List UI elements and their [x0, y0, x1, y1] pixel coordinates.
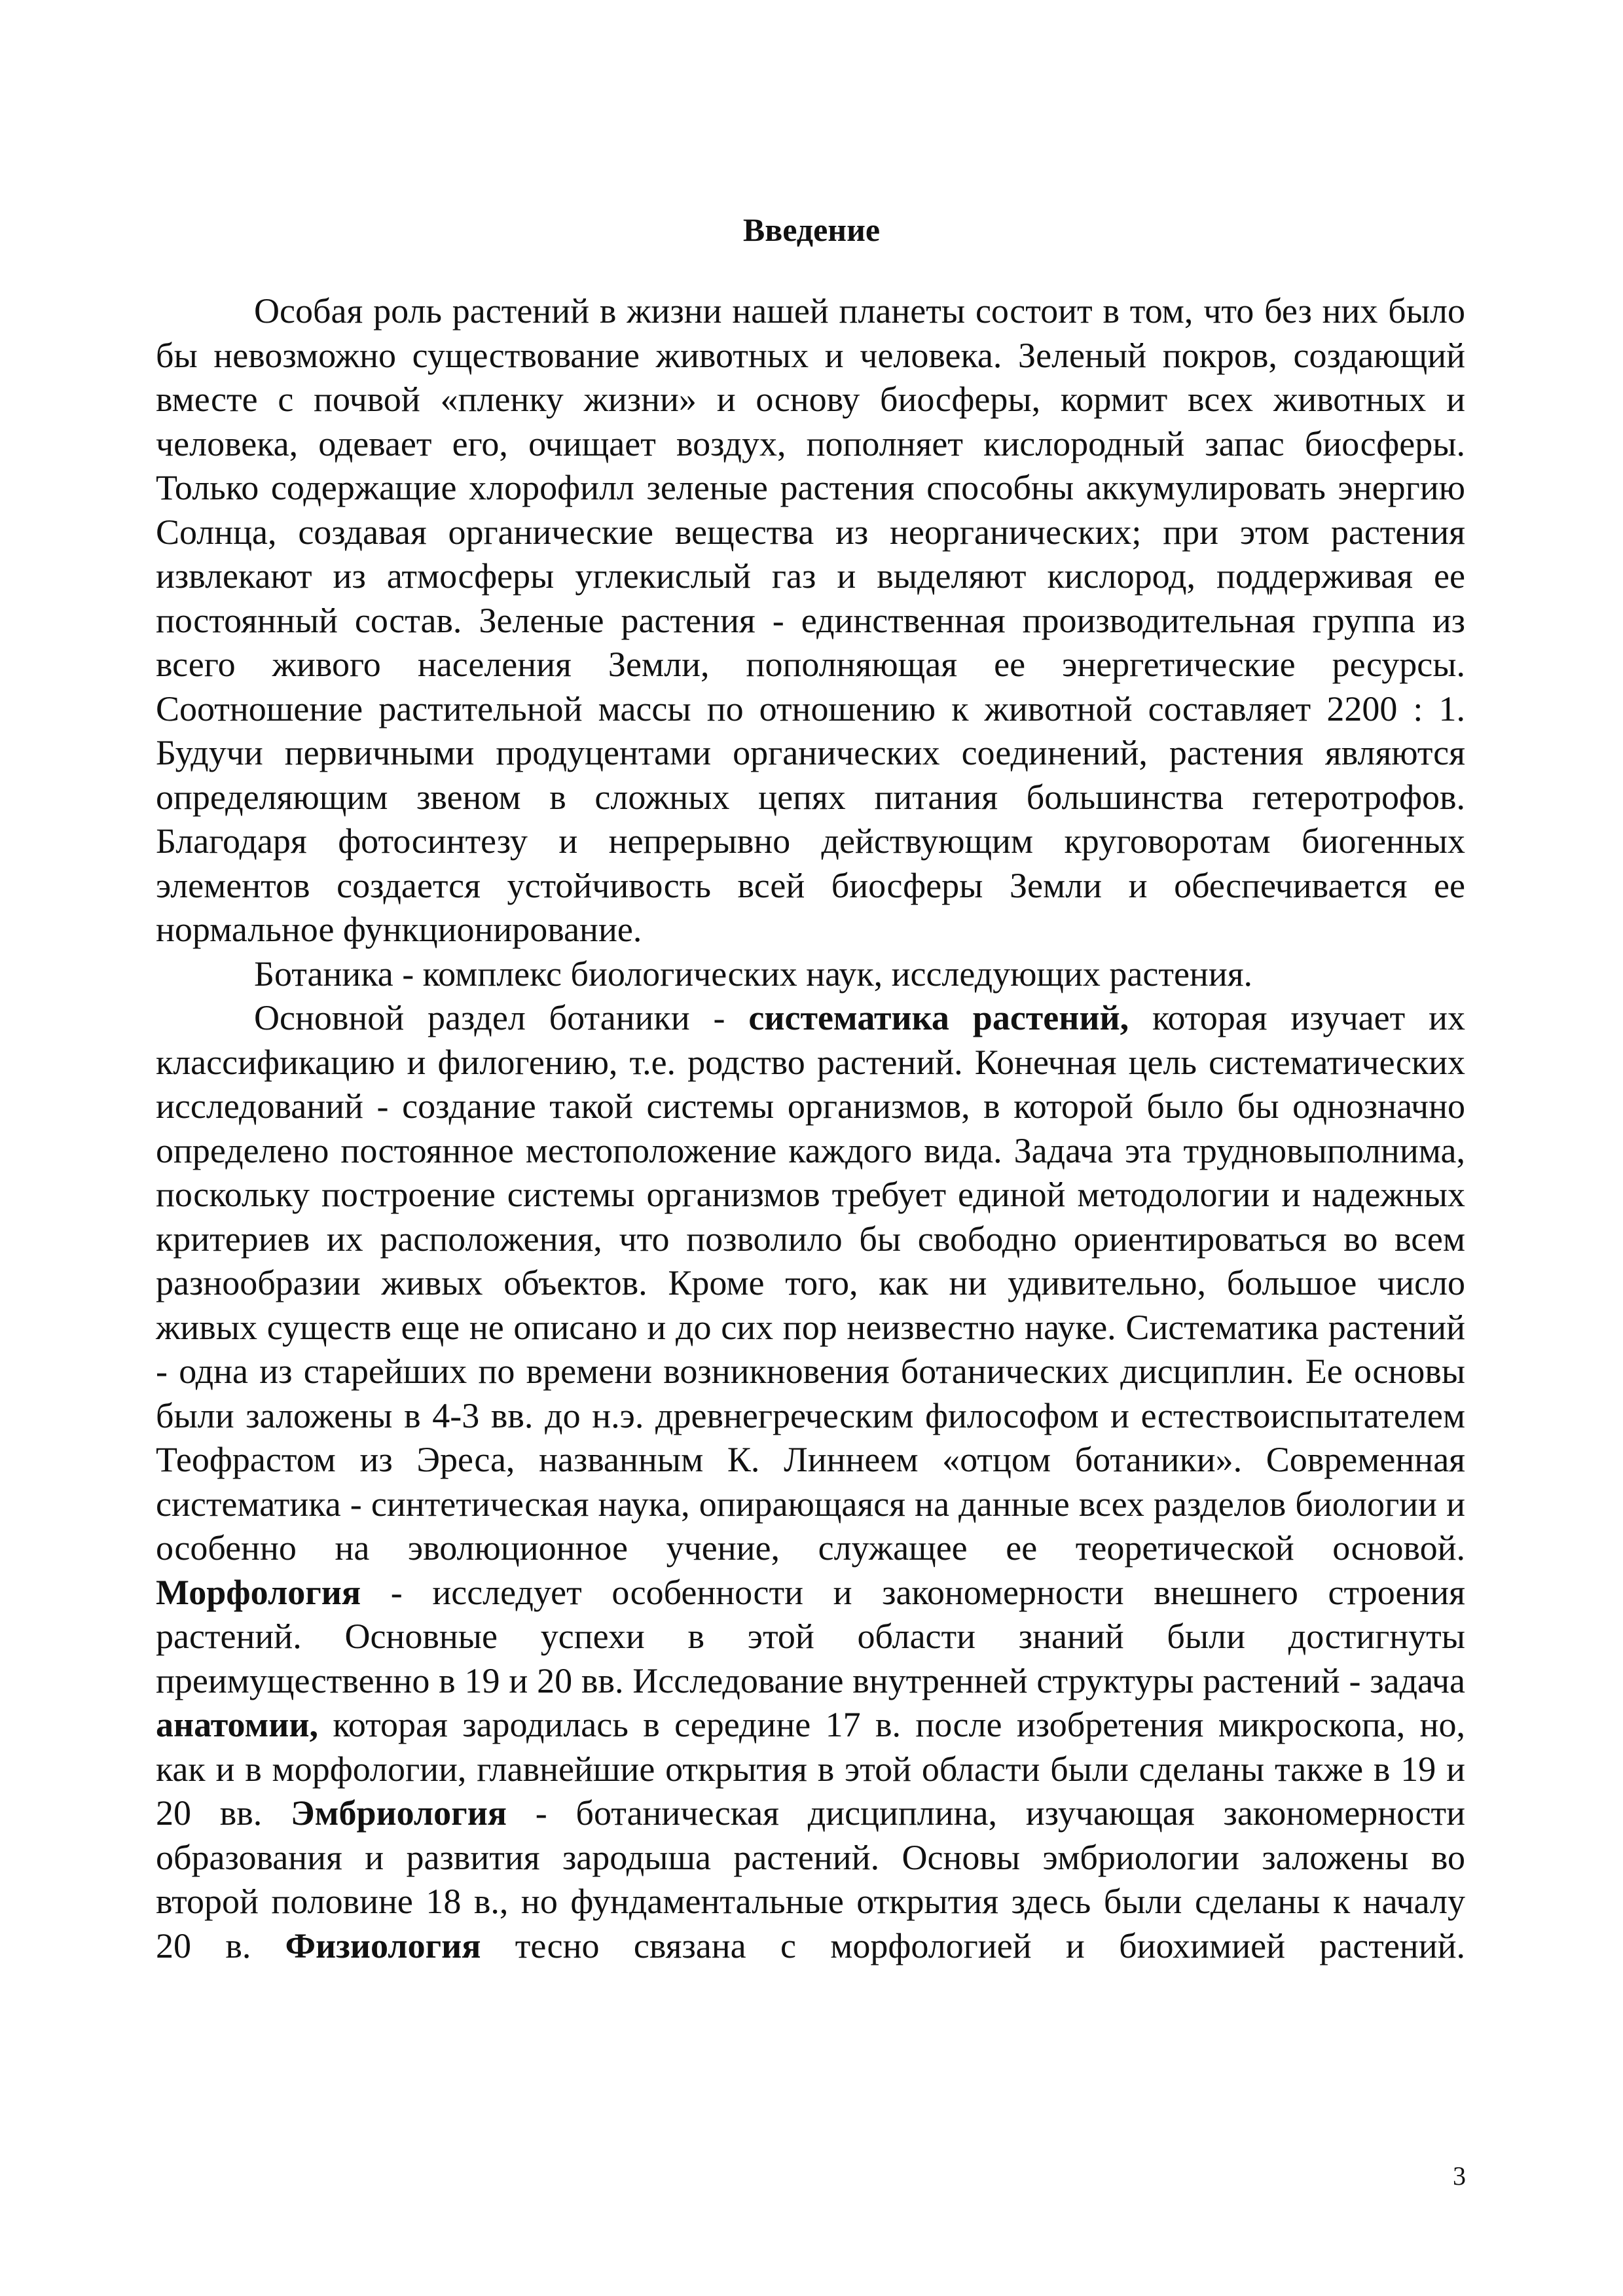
paragraph-botany-definition: [156, 952, 1465, 997]
text-run: - ботаническая дисциплина, изучающая закономерности образования и развития зародыша растений. Основы эмбриологии заложены во второй половине 18 в., но фундаментальные открытия здесь были сделаны к началу 20 в.: [156, 1793, 1465, 1965]
bold-term: Морфология: [156, 1572, 361, 1612]
text-run: Особая роль растений в жизни нашей планеты состоит в том, что без них было бы невозможно существование животных и человека. Зеленый покров, создающий вместе с почвой «пленку жизни» и основу биосферы, кормит всех животных и человека, одевает его, очищает воздух, пополняет кислородный запас биосферы. Только содержащие хлорофилл зеленые растения способны аккумулировать энергию Солнца, создавая органические вещества из неорганических; при этом растения извлекают из атмосферы углекислый газ и выделяют кислород, поддерживая ее постоянный состав. Зеленые растения - единственная производительная группа из всего живого населения Земли, пополняющая ее энергетические ресурсы. Соотношение растительной массы по отношению к животной составляет 2200 : 1. Будучи первичными продуцентами органических соединений, растения являются определяющим звеном в сложных цепях питания большинства гетеротрофов. Благодаря фотосинтезу и непрерывно действующим круговоротам биогенных элементов создается устойчивость всей биосферы Земли и обеспечивается ее нормальное функционирование.: [156, 291, 1465, 949]
text-run: - исследует особенности и закономерности внешнего строения растений. Основные успехи в этой области знаний были достигнуты преимущественно в 19 и 20 вв. Исследование внутренней структуры растений - задача: [156, 1572, 1465, 1700]
page-number: 3: [1453, 2161, 1466, 2191]
paragraph-intro: [156, 289, 1465, 952]
bold-term: систематика растений,: [748, 998, 1129, 1037]
bold-term: Физиология: [285, 1926, 481, 1965]
body-text: [156, 289, 1465, 1968]
text-run: тесно связана с морфологией и биохимией растений.: [481, 1926, 1466, 1965]
text-run: которая изучает их классификацию и филогению, т.е. родство растений. Конечная цель систематических исследований - создание такой системы организмов, в которой было бы однозначно определено постоянное местоположение каждого вида. Задача эта трудновыполнима, поскольку построение системы организмов требует единой методологии и надежных критериев их расположения, что позволило бы свободно ориентироваться во всем разнообразии живых объектов. Кроме того, как ни удивительно, большое число живых существ еще не описано и до сих пор неизвестно науке. Систематика растений - одна из старейших по времени возникновения ботанических дисциплин. Ее основы были заложены в 4-3 вв. до н.э. древнегреческим философом и естествоиспытателем Теофрастом из Эреса, названным К. Линнеем «отцом ботаники». Современная систематика - синтетическая наука, опирающаяся на данные всех разделов биологии и особенно на эволюционное учение, служащее ее теоретической основой.: [156, 998, 1465, 1568]
bold-term: анатомии,: [156, 1705, 319, 1744]
text-run: Основной раздел ботаники -: [254, 998, 749, 1037]
bold-term: Эмбриология: [291, 1793, 507, 1833]
page-title: Введение: [742, 211, 881, 248]
text-run: которая зародилась в середине 17 в. после изобретения микроскопа, но, как и в морфологии, главнейшие открытия в этой области были сделаны также в 19 и 20 вв.: [156, 1705, 1465, 1833]
text-run: Ботаника - комплекс биологических наук, исследующих растения.: [254, 954, 1253, 994]
paragraph-systematics: [156, 996, 1465, 1968]
